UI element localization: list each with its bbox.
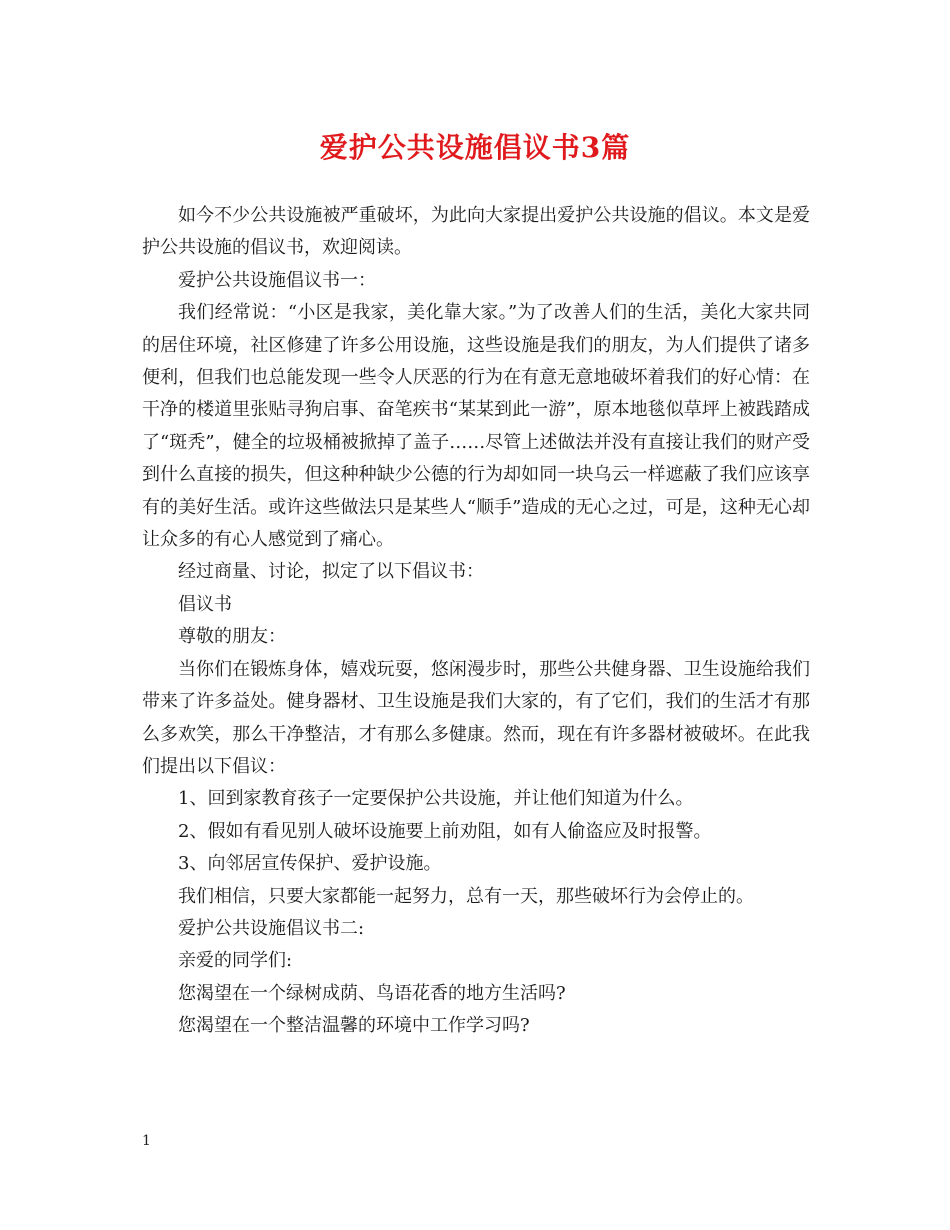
paragraph-greeting: 亲爱的同学们: — [178, 950, 293, 972]
document-body — [142, 200, 810, 1043]
paragraph-main-two: 当你们在锻炼身体，嬉戏玩耍，悠闲漫步时，那些公共健身器、卫生设施给我们带来了许多益处。健身器材、卫生设施是我们大家的，有了它们，我们的生活才有那么多欢笑，那么干净整洁，才有那么多健康。然而，现在有许多器材被破坏。在此我们提出以下倡议： — [142, 658, 810, 777]
page-number: 1 — [142, 1133, 151, 1149]
paragraph-heading-two: 爱护公共设施倡议书二: — [178, 917, 365, 939]
paragraph-question-1: 您渴望在一个绿树成荫、鸟语花香的地方生活吗? — [178, 982, 566, 1004]
paragraph-belief: 我们相信，只要大家都能一起努力，总有一天，那些破坏行为会停止的。 — [178, 885, 754, 907]
document-title: 爱护公共设施倡议书3篇 — [319, 131, 631, 164]
paragraph-item-2: 2、假如有看见别人破坏设施要上前劝阻，如有人偷盗应及时报警。 — [178, 820, 712, 842]
paragraph-heading-one: 爱护公共设施倡议书一： — [178, 269, 376, 291]
paragraph-item-1: 1、回到家教育孩子一定要保护公共设施，并让他们知道为什么。 — [178, 788, 694, 810]
paragraph-discussion: 经过商量、讨论，拟定了以下倡议书： — [178, 561, 484, 583]
paragraph-item-3: 3、向邻居宣传保护、爱护设施。 — [178, 853, 442, 875]
paragraph-salutation: 尊敬的朋友： — [178, 626, 286, 648]
paragraph-intro: 如今不少公共设施被严重破坏，为此向大家提出爱护公共设施的倡议。本文是爱护公共设施的倡议书，欢迎阅读。 — [142, 205, 810, 259]
paragraph-proposal-title: 倡议书 — [178, 593, 232, 615]
paragraph-question-2: 您渴望在一个整洁温馨的环境中工作学习吗? — [178, 1015, 530, 1037]
paragraph-main-one: 我们经常说：“小区是我家，美化靠大家。”为了改善人们的生活，美化大家共同的居住环境，社区修建了许多公用设施，这些设施是我们的朋友，为人们提供了诸多便利，但我们也总能发现一些令人厌恶的行为在有意无意地破坏着我们的好心情：在干净的楼道里张贴寻狗启事、奋笔疾书“某某到此一游”，原本地毯似草坪上被践踏成了“斑秃”，健全的垃圾桶被掀掉了盖子……尽管上述做法并没有直接让我们的财产受到什么直接的损失，但这种种缺少公德的行为却如同一块乌云一样遮蔽了我们应该享有的美好生活。或许这些做法只是某些人“顺手”造成的无心之过，可是，这种无心却让众多的有心人感觉到了痛心。 — [142, 302, 810, 551]
